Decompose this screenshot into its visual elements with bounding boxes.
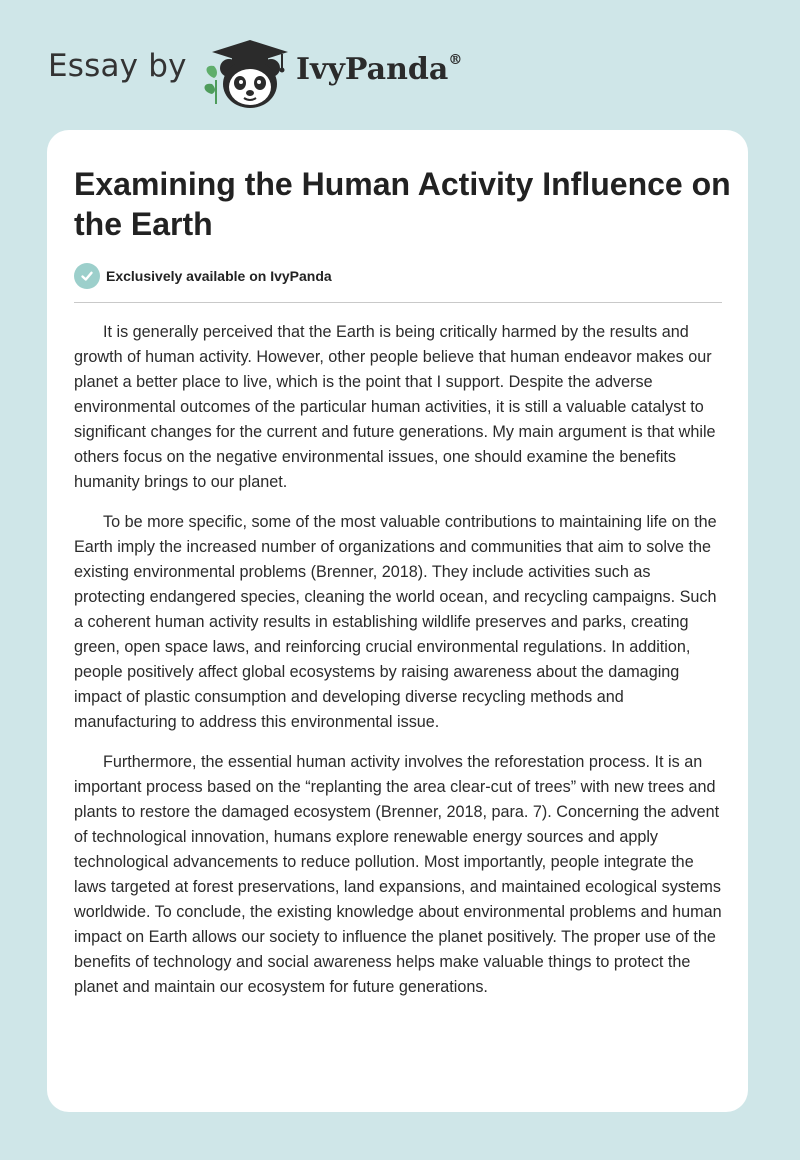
panda-graduate-icon[interactable]: [200, 34, 292, 110]
paragraph: Furthermore, the essential human activity involves the reforestation process. It is an important process based on the “replanting the area clear-cut of trees” with new trees and plants to restore the damaged ecosystem (Brenner, 2018, para. 7). Concerning the advent of technological innovation, humans explore renewable energy sources and apply technological advancements to reduce pollution. Most importantly, people integrate the laws targeted at forest preservations, land expansions, and maintained ecological systems worldwide. To conclude, the existing knowledge about environmental problems and human impact on Earth allows our society to influence the planet positively. The proper use of the benefits of technology and social awareness helps make valuable things to protect the planet and maintain our ecosystem for future generations.: [74, 753, 722, 996]
check-circle-icon: [74, 263, 100, 289]
essay-card: [47, 130, 748, 1112]
exclusive-badge: [74, 263, 332, 289]
paragraph: To be more specific, some of the most valuable contributions to maintaining life on the Earth imply the increased number of organizations and communities that aim to solve the existing environmental problems (Brenner, 2018). They include activities such as protecting endangered species, cleaning the world ocean, and recycling campaigns. Such a coherent human activity results in establishing wildlife preserves and parks, creating green, open space laws, and reinforcing crucial environmental regulations. In addition, people positively affect global ecosystems by raising awareness about the damaging impact of plastic consumption and developing diverse recycling methods and manufacturing to address this environmental issue.: [74, 513, 717, 731]
essay-title: Examining the Human Activity Influence on the Earth: [74, 166, 731, 242]
brand-name[interactable]: IvyPanda®: [296, 52, 463, 87]
badge-label: Exclusively available on IvyPanda: [106, 268, 332, 284]
essay-body: [74, 320, 725, 1015]
registered-mark: ®: [448, 52, 463, 68]
essay-by-label: Essay by: [48, 48, 187, 84]
paragraph: It is generally perceived that the Earth is being critically harmed by the results and growth of human activity. However, other people believe that human endeavor makes our planet a better place to live, which is the point that I support. Despite the adverse environmental outcomes of the particular human activities, it is still a valuable catalyst to significant changes for the current and future generations. My main argument is that while others focus on the negative environmental issues, one should examine the benefits humanity brings to our planet.: [74, 323, 716, 491]
divider: [74, 302, 722, 303]
site-header: [48, 34, 508, 110]
